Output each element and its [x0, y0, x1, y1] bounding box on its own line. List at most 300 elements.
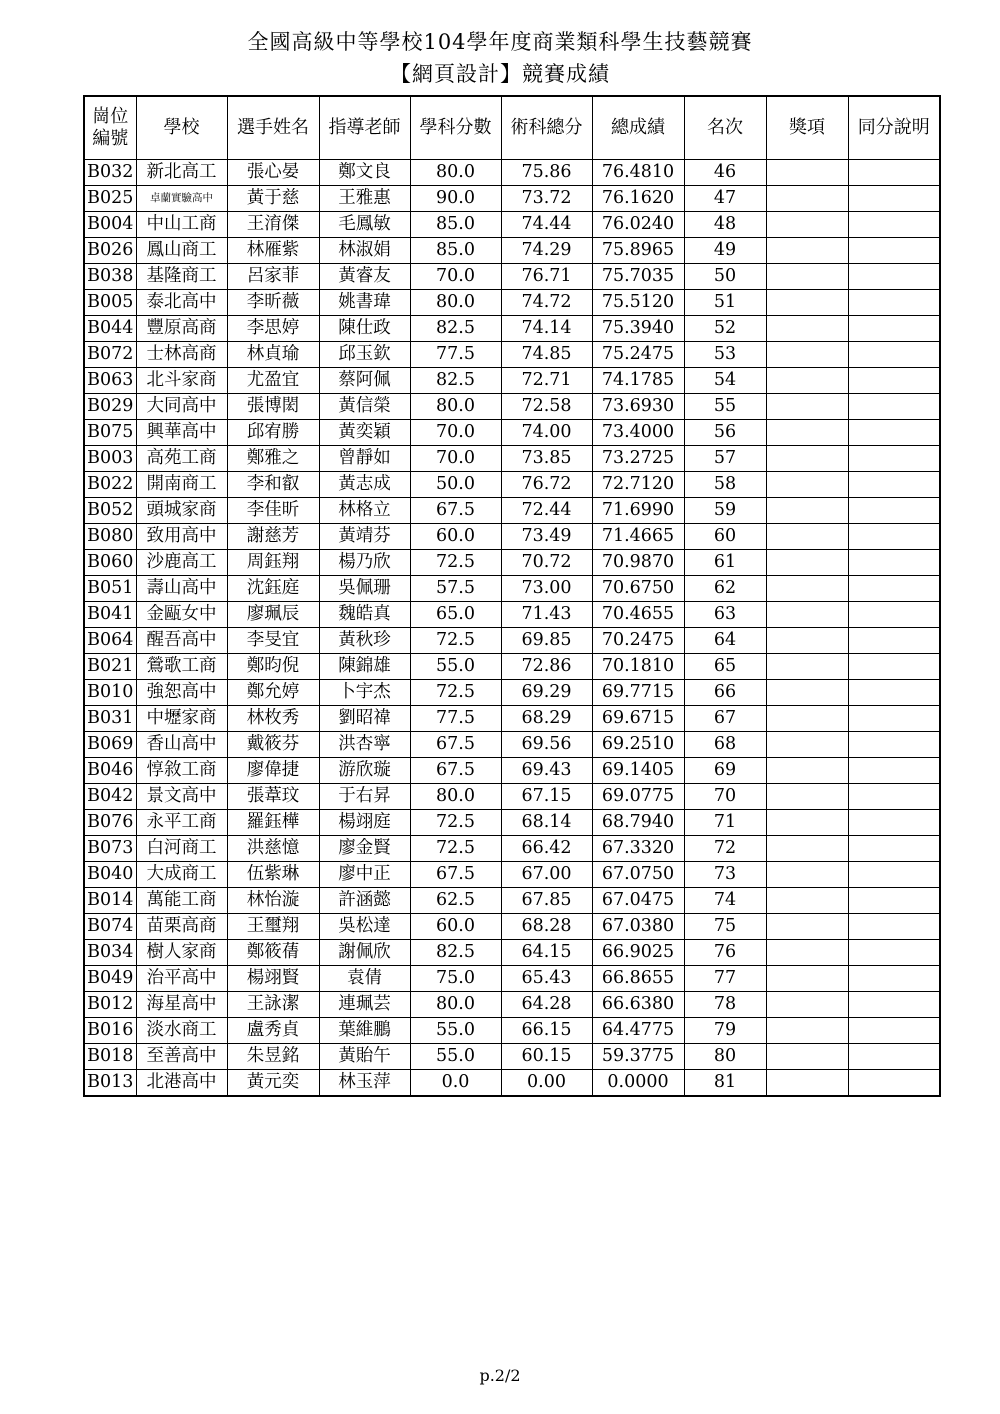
table-row [84, 992, 940, 1018]
tie-note-cell [848, 836, 940, 862]
award-cell [766, 706, 848, 732]
instructor-cell: 黃靖芬 [319, 524, 410, 550]
award-cell [766, 550, 848, 576]
rank-cell: 51 [684, 290, 766, 316]
station-id-cell: B010 [84, 680, 136, 706]
table-row [84, 1070, 940, 1097]
school-cell: 淡水商工 [136, 1018, 227, 1044]
practical-score-cell: 66.42 [501, 836, 592, 862]
tie-note-cell [848, 1070, 940, 1097]
instructor-cell: 林玉萍 [319, 1070, 410, 1097]
instructor-cell: 楊翊庭 [319, 810, 410, 836]
contestant-cell: 洪慈憶 [227, 836, 319, 862]
school-cell: 致用高中 [136, 524, 227, 550]
station-id-cell: B074 [84, 914, 136, 940]
header-academic-score: 學科分數 [410, 96, 501, 160]
rank-cell: 50 [684, 264, 766, 290]
contestant-cell: 羅鈺樺 [227, 810, 319, 836]
total-score-cell: 70.1810 [592, 654, 684, 680]
document-title: 全國高級中等學校104學年度商業類科學生技藝競賽 [247, 30, 753, 54]
total-score-cell: 66.6380 [592, 992, 684, 1018]
total-score-cell: 75.7035 [592, 264, 684, 290]
table-row [84, 1044, 940, 1070]
instructor-cell: 吳松達 [319, 914, 410, 940]
instructor-cell: 游欣璇 [319, 758, 410, 784]
instructor-cell: 黃信榮 [319, 394, 410, 420]
total-score-cell: 69.7715 [592, 680, 684, 706]
rank-cell: 53 [684, 342, 766, 368]
rank-cell: 56 [684, 420, 766, 446]
academic-score-cell: 72.5 [410, 628, 501, 654]
table-row [84, 732, 940, 758]
rank-cell: 57 [684, 446, 766, 472]
total-score-cell: 70.4655 [592, 602, 684, 628]
practical-score-cell: 69.43 [501, 758, 592, 784]
academic-score-cell: 77.5 [410, 706, 501, 732]
academic-score-cell: 67.5 [410, 498, 501, 524]
school-cell: 興華高中 [136, 420, 227, 446]
station-id-cell: B016 [84, 1018, 136, 1044]
school-cell: 醒吾高中 [136, 628, 227, 654]
rank-cell: 49 [684, 238, 766, 264]
academic-score-cell: 70.0 [410, 420, 501, 446]
academic-score-cell: 72.5 [410, 810, 501, 836]
contestant-cell: 黃于慈 [227, 186, 319, 212]
practical-score-cell: 72.71 [501, 368, 592, 394]
tie-note-cell [848, 940, 940, 966]
tie-note-cell [848, 576, 940, 602]
instructor-cell: 黃秋珍 [319, 628, 410, 654]
award-cell [766, 446, 848, 472]
academic-score-cell: 80.0 [410, 784, 501, 810]
rank-cell: 48 [684, 212, 766, 238]
rank-cell: 78 [684, 992, 766, 1018]
station-id-cell: B060 [84, 550, 136, 576]
rank-cell: 55 [684, 394, 766, 420]
instructor-cell: 姚書瑋 [319, 290, 410, 316]
table-row [84, 784, 940, 810]
award-cell [766, 1018, 848, 1044]
total-score-cell: 75.8965 [592, 238, 684, 264]
table-row [84, 706, 940, 732]
tie-note-cell [848, 706, 940, 732]
academic-score-cell: 85.0 [410, 238, 501, 264]
station-id-cell: B046 [84, 758, 136, 784]
school-cell: 基隆商工 [136, 264, 227, 290]
award-cell [766, 316, 848, 342]
header-rank: 名次 [684, 96, 766, 160]
table-row [84, 212, 940, 238]
table-header-row [84, 96, 940, 160]
station-id-cell: B032 [84, 160, 136, 186]
award-cell [766, 394, 848, 420]
tie-note-cell [848, 342, 940, 368]
total-score-cell: 73.6930 [592, 394, 684, 420]
total-score-cell: 66.8655 [592, 966, 684, 992]
award-cell [766, 602, 848, 628]
station-id-cell: B012 [84, 992, 136, 1018]
table-row [84, 524, 940, 550]
award-cell [766, 628, 848, 654]
award-cell [766, 420, 848, 446]
academic-score-cell: 65.0 [410, 602, 501, 628]
academic-score-cell: 75.0 [410, 966, 501, 992]
total-score-cell: 59.3775 [592, 1044, 684, 1070]
instructor-cell: 于右昇 [319, 784, 410, 810]
award-cell [766, 524, 848, 550]
station-id-cell: B014 [84, 888, 136, 914]
rank-cell: 54 [684, 368, 766, 394]
award-cell [766, 160, 848, 186]
contestant-cell: 謝慈芳 [227, 524, 319, 550]
tie-note-cell [848, 758, 940, 784]
table-row [84, 914, 940, 940]
tie-note-cell [848, 446, 940, 472]
school-cell: 白河商工 [136, 836, 227, 862]
total-score-cell: 76.0240 [592, 212, 684, 238]
academic-score-cell: 60.0 [410, 914, 501, 940]
contestant-cell: 李佳昕 [227, 498, 319, 524]
contestant-cell: 邱宥勝 [227, 420, 319, 446]
practical-score-cell: 67.00 [501, 862, 592, 888]
instructor-cell: 陳仕政 [319, 316, 410, 342]
practical-score-cell: 0.00 [501, 1070, 592, 1097]
instructor-cell: 毛鳳敏 [319, 212, 410, 238]
practical-score-cell: 74.00 [501, 420, 592, 446]
instructor-cell: 謝佩欣 [319, 940, 410, 966]
contestant-cell: 張心晏 [227, 160, 319, 186]
rank-cell: 68 [684, 732, 766, 758]
school-cell: 鶯歌工商 [136, 654, 227, 680]
table-row [84, 888, 940, 914]
station-id-cell: B073 [84, 836, 136, 862]
instructor-cell: 林格立 [319, 498, 410, 524]
station-id-cell: B034 [84, 940, 136, 966]
rank-cell: 74 [684, 888, 766, 914]
tie-note-cell [848, 992, 940, 1018]
document-subtitle: 【網頁設計】競賽成績 [390, 62, 610, 86]
contestant-cell: 尤盈宜 [227, 368, 319, 394]
tie-note-cell [848, 264, 940, 290]
header-school: 學校 [136, 96, 227, 160]
contestant-cell: 沈鈺庭 [227, 576, 319, 602]
station-id-cell: B005 [84, 290, 136, 316]
table-row [84, 342, 940, 368]
award-cell [766, 758, 848, 784]
practical-score-cell: 68.14 [501, 810, 592, 836]
tie-note-cell [848, 654, 940, 680]
instructor-cell: 連珮芸 [319, 992, 410, 1018]
award-cell [766, 576, 848, 602]
instructor-cell: 廖金賢 [319, 836, 410, 862]
practical-score-cell: 64.28 [501, 992, 592, 1018]
academic-score-cell: 60.0 [410, 524, 501, 550]
table-row [84, 810, 940, 836]
rank-cell: 46 [684, 160, 766, 186]
total-score-cell: 69.6715 [592, 706, 684, 732]
table-row [84, 654, 940, 680]
contestant-cell: 張葦玟 [227, 784, 319, 810]
station-id-cell: B080 [84, 524, 136, 550]
station-id-cell: B025 [84, 186, 136, 212]
table-row [84, 862, 940, 888]
contestant-cell: 王淯傑 [227, 212, 319, 238]
page-number: p.2/2 [479, 1366, 521, 1385]
header-contestant: 選手姓名 [227, 96, 319, 160]
total-score-cell: 73.2725 [592, 446, 684, 472]
total-score-cell: 69.2510 [592, 732, 684, 758]
academic-score-cell: 67.5 [410, 732, 501, 758]
rank-cell: 81 [684, 1070, 766, 1097]
table-row [84, 602, 940, 628]
practical-score-cell: 70.72 [501, 550, 592, 576]
total-score-cell: 71.6990 [592, 498, 684, 524]
contestant-cell: 伍紫琳 [227, 862, 319, 888]
station-id-cell: B049 [84, 966, 136, 992]
academic-score-cell: 70.0 [410, 264, 501, 290]
rank-cell: 67 [684, 706, 766, 732]
tie-note-cell [848, 966, 940, 992]
school-cell: 豐原高商 [136, 316, 227, 342]
contestant-cell: 廖偉捷 [227, 758, 319, 784]
total-score-cell: 67.0475 [592, 888, 684, 914]
contestant-cell: 張博閎 [227, 394, 319, 420]
award-cell [766, 680, 848, 706]
tie-note-cell [848, 810, 940, 836]
total-score-cell: 69.0775 [592, 784, 684, 810]
station-id-cell: B040 [84, 862, 136, 888]
practical-score-cell: 65.43 [501, 966, 592, 992]
contestant-cell: 鄭雅之 [227, 446, 319, 472]
header-instructor: 指導老師 [319, 96, 410, 160]
practical-score-cell: 73.85 [501, 446, 592, 472]
award-cell [766, 264, 848, 290]
tie-note-cell [848, 420, 940, 446]
table-row [84, 628, 940, 654]
practical-score-cell: 73.49 [501, 524, 592, 550]
contestant-cell: 朱昱銘 [227, 1044, 319, 1070]
station-id-cell: B041 [84, 602, 136, 628]
station-id-cell: B052 [84, 498, 136, 524]
instructor-cell: 黃睿友 [319, 264, 410, 290]
tie-note-cell [848, 1044, 940, 1070]
school-cell: 鳳山商工 [136, 238, 227, 264]
school-cell: 卓蘭實驗高中 [136, 186, 227, 212]
school-cell: 香山高中 [136, 732, 227, 758]
tie-note-cell [848, 394, 940, 420]
rank-cell: 76 [684, 940, 766, 966]
instructor-cell: 袁倩 [319, 966, 410, 992]
station-id-cell: B042 [84, 784, 136, 810]
award-cell [766, 342, 848, 368]
rank-cell: 58 [684, 472, 766, 498]
tie-note-cell [848, 472, 940, 498]
results-table [83, 95, 941, 1097]
academic-score-cell: 55.0 [410, 1018, 501, 1044]
rank-cell: 77 [684, 966, 766, 992]
total-score-cell: 76.1620 [592, 186, 684, 212]
practical-score-cell: 75.86 [501, 160, 592, 186]
award-cell [766, 238, 848, 264]
school-cell: 士林高商 [136, 342, 227, 368]
practical-score-cell: 67.85 [501, 888, 592, 914]
school-cell: 強恕高中 [136, 680, 227, 706]
award-cell [766, 186, 848, 212]
instructor-cell: 許涵懿 [319, 888, 410, 914]
practical-score-cell: 68.29 [501, 706, 592, 732]
total-score-cell: 0.0000 [592, 1070, 684, 1097]
school-cell: 新北高工 [136, 160, 227, 186]
table-row [84, 420, 940, 446]
school-cell: 至善高中 [136, 1044, 227, 1070]
award-cell [766, 940, 848, 966]
table-row [84, 966, 940, 992]
instructor-cell: 廖中正 [319, 862, 410, 888]
academic-score-cell: 0.0 [410, 1070, 501, 1097]
contestant-cell: 鄭昀倪 [227, 654, 319, 680]
academic-score-cell: 85.0 [410, 212, 501, 238]
school-cell: 大成商工 [136, 862, 227, 888]
school-cell: 海星高中 [136, 992, 227, 1018]
total-score-cell: 70.9870 [592, 550, 684, 576]
practical-score-cell: 74.44 [501, 212, 592, 238]
station-id-cell: B021 [84, 654, 136, 680]
table-row [84, 836, 940, 862]
academic-score-cell: 82.5 [410, 940, 501, 966]
practical-score-cell: 69.85 [501, 628, 592, 654]
tie-note-cell [848, 290, 940, 316]
school-cell: 高苑工商 [136, 446, 227, 472]
school-cell: 惇敘工商 [136, 758, 227, 784]
practical-score-cell: 74.72 [501, 290, 592, 316]
header-practical-score: 術科總分 [501, 96, 592, 160]
station-id-cell: B031 [84, 706, 136, 732]
school-cell: 景文高中 [136, 784, 227, 810]
award-cell [766, 966, 848, 992]
total-score-cell: 76.4810 [592, 160, 684, 186]
award-cell [766, 732, 848, 758]
header-total-score: 總成績 [592, 96, 684, 160]
total-score-cell: 66.9025 [592, 940, 684, 966]
tie-note-cell [848, 524, 940, 550]
academic-score-cell: 80.0 [410, 992, 501, 1018]
academic-score-cell: 90.0 [410, 186, 501, 212]
contestant-cell: 林怡漩 [227, 888, 319, 914]
instructor-cell: 王雅惠 [319, 186, 410, 212]
instructor-cell: 陳錦雄 [319, 654, 410, 680]
table-row [84, 368, 940, 394]
instructor-cell: 楊乃欣 [319, 550, 410, 576]
school-cell: 開南商工 [136, 472, 227, 498]
academic-score-cell: 82.5 [410, 316, 501, 342]
station-id-cell: B018 [84, 1044, 136, 1070]
school-cell: 壽山高中 [136, 576, 227, 602]
school-cell: 金甌女中 [136, 602, 227, 628]
contestant-cell: 王詠潔 [227, 992, 319, 1018]
practical-score-cell: 60.15 [501, 1044, 592, 1070]
station-id-cell: B075 [84, 420, 136, 446]
award-cell [766, 992, 848, 1018]
practical-score-cell: 76.71 [501, 264, 592, 290]
station-id-cell: B064 [84, 628, 136, 654]
total-score-cell: 71.4665 [592, 524, 684, 550]
award-cell [766, 836, 848, 862]
rank-cell: 62 [684, 576, 766, 602]
tie-note-cell [848, 316, 940, 342]
table-row [84, 498, 940, 524]
contestant-cell: 李昕薇 [227, 290, 319, 316]
academic-score-cell: 57.5 [410, 576, 501, 602]
school-cell: 北斗家商 [136, 368, 227, 394]
award-cell [766, 498, 848, 524]
practical-score-cell: 74.29 [501, 238, 592, 264]
total-score-cell: 74.1785 [592, 368, 684, 394]
practical-score-cell: 69.56 [501, 732, 592, 758]
contestant-cell: 周鈺翔 [227, 550, 319, 576]
practical-score-cell: 69.29 [501, 680, 592, 706]
instructor-cell: 曾靜如 [319, 446, 410, 472]
award-cell [766, 472, 848, 498]
header-station-id: 崗位編號 [84, 96, 136, 160]
station-id-cell: B038 [84, 264, 136, 290]
rank-cell: 73 [684, 862, 766, 888]
school-cell: 萬能工商 [136, 888, 227, 914]
school-cell: 大同高中 [136, 394, 227, 420]
total-score-cell: 75.3940 [592, 316, 684, 342]
table-row [84, 264, 940, 290]
academic-score-cell: 80.0 [410, 290, 501, 316]
rank-cell: 65 [684, 654, 766, 680]
table-row [84, 1018, 940, 1044]
total-score-cell: 68.7940 [592, 810, 684, 836]
table-row [84, 238, 940, 264]
school-cell: 中山工商 [136, 212, 227, 238]
table-row [84, 290, 940, 316]
table-body [84, 160, 940, 1097]
station-id-cell: B013 [84, 1070, 136, 1097]
table-row [84, 680, 940, 706]
academic-score-cell: 80.0 [410, 160, 501, 186]
instructor-cell: 葉維鵬 [319, 1018, 410, 1044]
practical-score-cell: 66.15 [501, 1018, 592, 1044]
tie-note-cell [848, 862, 940, 888]
rank-cell: 71 [684, 810, 766, 836]
station-id-cell: B076 [84, 810, 136, 836]
instructor-cell: 黃奕穎 [319, 420, 410, 446]
practical-score-cell: 72.86 [501, 654, 592, 680]
tie-note-cell [848, 550, 940, 576]
academic-score-cell: 72.5 [410, 680, 501, 706]
award-cell [766, 212, 848, 238]
instructor-cell: 蔡阿佩 [319, 368, 410, 394]
tie-note-cell [848, 1018, 940, 1044]
rank-cell: 75 [684, 914, 766, 940]
award-cell [766, 1044, 848, 1070]
table-row [84, 550, 940, 576]
rank-cell: 72 [684, 836, 766, 862]
station-id-cell: B029 [84, 394, 136, 420]
academic-score-cell: 62.5 [410, 888, 501, 914]
total-score-cell: 64.4775 [592, 1018, 684, 1044]
practical-score-cell: 72.58 [501, 394, 592, 420]
award-cell [766, 784, 848, 810]
school-cell: 沙鹿高工 [136, 550, 227, 576]
station-id-cell: B072 [84, 342, 136, 368]
academic-score-cell: 50.0 [410, 472, 501, 498]
total-score-cell: 75.2475 [592, 342, 684, 368]
instructor-cell: 黃志成 [319, 472, 410, 498]
rank-cell: 63 [684, 602, 766, 628]
